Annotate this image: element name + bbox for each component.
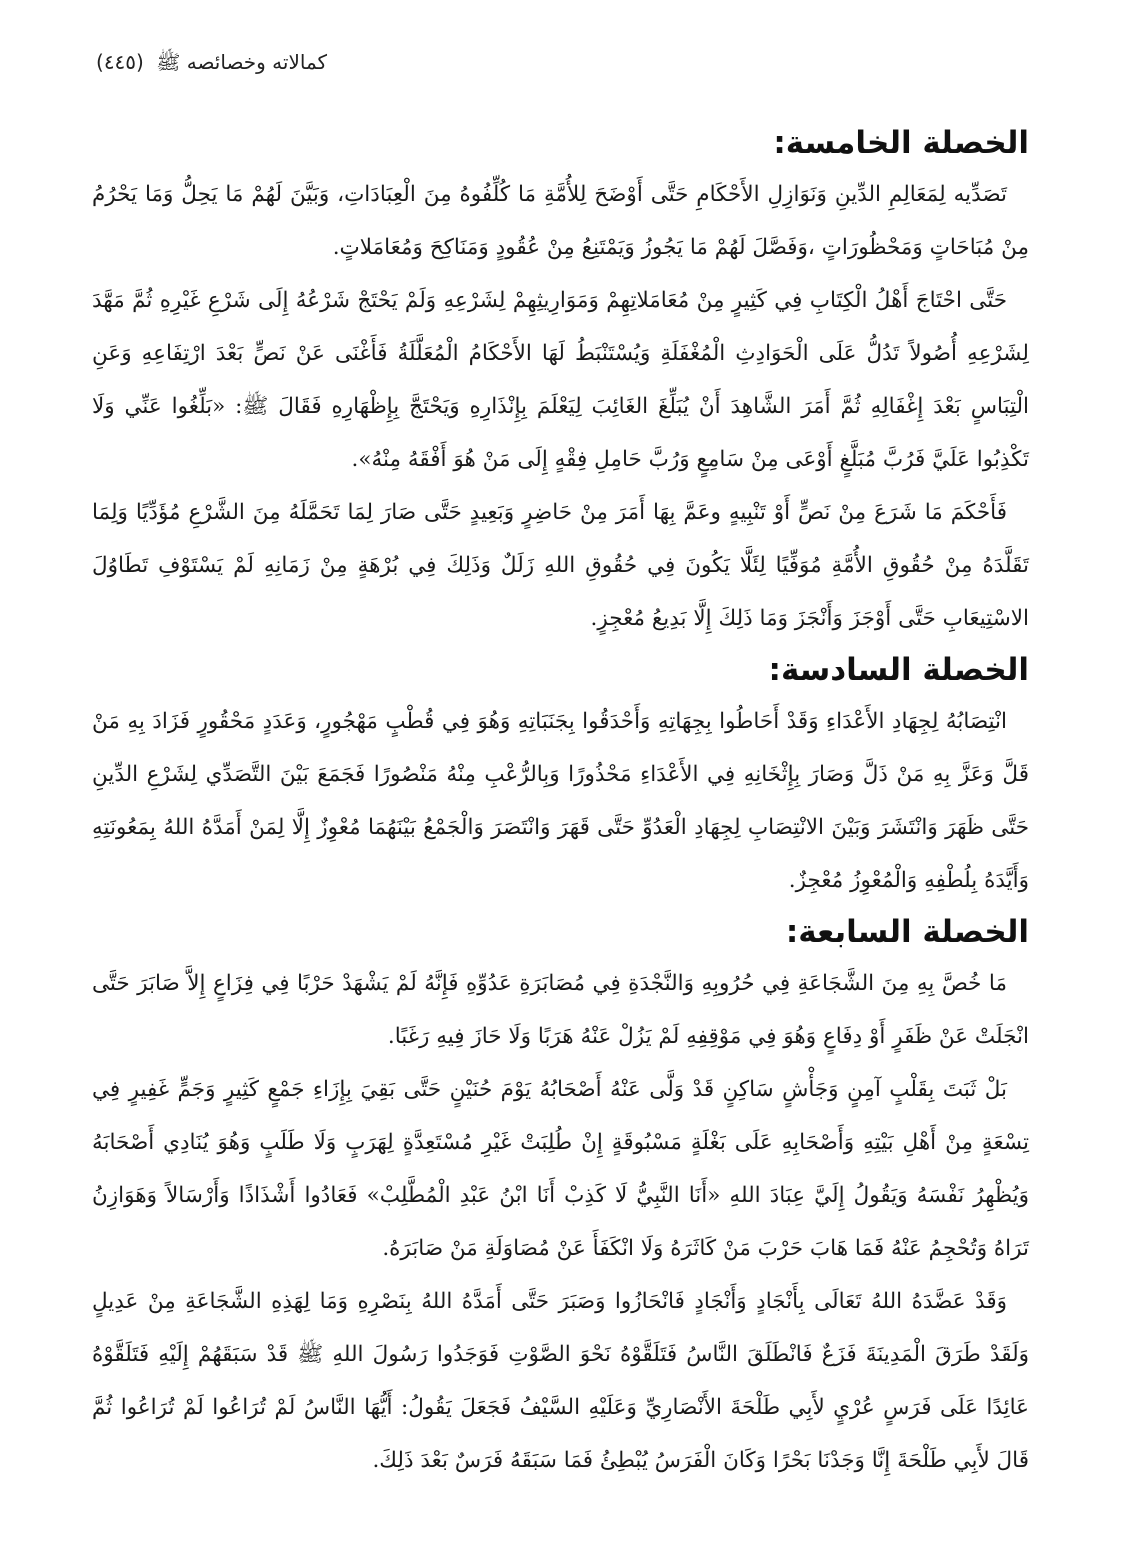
body-text [92, 118, 1029, 1487]
paragraph: انْتِصَابُهُ لِجِهَادِ الأَعْدَاءِ وَقَدْ أَحَاطُوا بِجِهَاتِهِ وَأَحْدَقُوا بِجَنَبَاتِهِ وَهُوَ فِي قُطْبٍ مَهْجُورٍ، وَعَدَدٍ مَحْقُورٍ فَزَادَ بِهِ مَنْ قَلَّ وَعَزَّ بِهِ مَنْ ذَلَّ وَصَارَ بِإِثْخَانِهِ فِي الأَعْدَاءِ مَحْذُورًا وَبِالرُّعْبِ مِنْهُ مَنْصُورًا فَجَمَعَ بَيْنَ التَّصَدِّي لِشَرْعِ الدِّينِ حَتَّى ظَهَرَ وَانْتَشَرَ وَبَيْنَ الانْتِصَابِ لِجِهَادِ الْعَدُوِّ حَتَّى قَهَرَ وَانْتَصَرَ وَالْجَمْعُ بَيْنَهُمَا مُعْوِزٌ إِلَّا لِمَنْ أَمَدَّهُ اللهُ بِمَعُونَتِهِ وَأَيَّدَهُ بِلُطْفِهِ وَالْمُعْوِزُ مُعْجِزٌ. [92, 709, 1029, 893]
section-sixth-trait [92, 645, 1029, 907]
section-seventh-trait [92, 907, 1029, 1487]
paragraph: فَأَحْكَمَ مَا شَرَعَ مِنْ نَصٍّ أَوْ تَنْبِيهٍ وعَمَّ بِهَا أَمَرَ مِنْ حَاضِرٍ وَبَعِيدٍ حَتَّى صَارَ لِمَا تَحَمَّلَهُ مِنَ الشَّرْعِ مُؤَدِّيًا وَلِمَا تَقَلَّدَهُ مِنْ حُقُوقِ الأُمَّةِ مُوَفِّيًا لِئَلَّا يَكُونَ فِي حُقُوقِ اللهِ زَلَلٌ وَذَلِكَ فِي بُرْهَةٍ مِنْ زَمَانِهِ لَمْ يَسْتَوْفِ تَطَاوُلَ الاسْتِيعَابِ حَتَّى أَوْجَزَ وَأَنْجَزَ وَمَا ذَلِكَ إِلَّا بَدِيعُ مُعْجِزٍ. [92, 500, 1029, 631]
paragraph: تَصَدِّيه لِمَعَالِمِ الدِّينِ وَنَوَازِلِ الأَحْكَامِ حَتَّى أَوْضَحَ لِلأُمَّةِ مَا كُلِّفُوهُ مِنَ الْعِبَادَاتِ، وَبَيَّنَ لَهُمْ مَا يَحِلُّ وَمَا يَحْرُمُ مِنْ مُبَاحَاتٍ وَمَحْظُورَاتٍ ،وَفَصَّلَ لَهُمْ مَا يَجُوزُ وَيَمْتَنِعُ مِنْ عُقُودٍ وَمَنَاكِحَ وَمُعَامَلاتٍ. [92, 182, 1029, 260]
paragraph: بَلْ ثَبَتَ بِقَلْبٍ آمِنٍ وَجَأْشٍ سَاكِنٍ قَدْ وَلَّى عَنْهُ أَصْحَابُهُ يَوْمَ حُنَيْنٍ حَتَّى بَقِيَ بِإِزَاءِ جَمْعٍ كَثِيرٍ وَجَمٍّ غَفِيرٍ فِي تِسْعَةٍ مِنْ أَهْلِ بَيْتِهِ وَأَصْحَابِهِ عَلَى بَغْلَةٍ مَسْبُوقَةٍ إِنْ طُلِبَتْ غَيْرِ مُسْتَعِدَّةٍ لِهَرَبٍ وَلَا طَلَبٍ وَهُوَ يُنَادِي أَصْحَابَهُ وَيُظْهِرُ نَفْسَهُ وَيَقُولُ إِلَيَّ عِبَادَ اللهِ «أَنَا النَّبِيُّ لَا كَذِبْ أَنَا ابْنُ عَبْدِ الْمُطَّلِبْ» فَعَادُوا أَشْذَاذًا وَأَرْسَالاً وَهَوَازِنُ تَرَاهُ وَتُحْجِمُ عَنْهُ فَمَا هَابَ حَرْبَ مَنْ كَاثَرَهُ وَلَا انْكَفَأَ عَنْ مُصَاوَلَةِ مَنْ صَابَرَهُ. [92, 1077, 1029, 1261]
section-heading: الخصلة الخامسة: [773, 125, 1029, 161]
running-header [96, 50, 327, 79]
paragraph: حَتَّى احْتَاجَ أَهْلُ الْكِتَابِ فِي كَثِيرٍ مِنْ مُعَامَلاتِهِمْ وَمَوَارِيثِهِمْ لِشَرْعِهِ وَلَمْ يَحْتَجْ شَرْعُهُ إِلَى شَرْعِ غَيْرِهِ ثُمَّ مَهَّدَ لِشَرْعِهِ أُصُولاً تَدُلُّ عَلَى الْحَوَادِثِ الْمُغْفَلَةِ وَيُسْتَنْبَطُ لَهَا الأَحْكَامُ الْمُعَلَّلَةُ فَأَغْنَى عَنْ نَصٍّ بَعْدَ ارْتِفَاعِهِ وَعَنِ الْتِبَاسٍ بَعْدَ إِغْفَالِهِ ثُمَّ أَمَرَ الشَّاهِدَ أَنْ يُبَلِّغَ الغَائِبَ لِيَعْلَمَ بِإِنْذَارِهِ وَيَحْتَجَّ بِإِظْهَارِهِ فَقَالَ ﷺ: «بَلِّغُوا عَنِّي وَلَا تَكْذِبُوا عَلَيَّ فَرُبَّ مُبَلَّغٍ أَوْعَى مِنْ سَامِعٍ وَرُبَّ حَامِلِ فِقْهٍ إِلَى مَنْ هُوَ أَفْقَهُ مِنْهُ». [92, 288, 1029, 472]
page-number: (٤٤٥) [96, 50, 144, 74]
header-title: كمالاته وخصائصه ﷺ [156, 50, 328, 74]
paragraph: مَا خُصَّ بِهِ مِنَ الشَّجَاعَةِ فِي حُرُوبِهِ وَالنَّجْدَةِ فِي مُصَابَرَةِ عَدُوِّهِ فَإِنَّهُ لَمْ يَشْهَدْ حَرْبًا فِي فِزَاعٍ إِلاَّ صَابَرَ حَتَّى انْجَلَتْ عَنْ ظَفَرٍ أَوْ دِفَاعٍ وَهُوَ فِي مَوْقِفِهِ لَمْ يَزُلْ عَنْهُ هَرَبًا وَلَا حَازَ فِيهِ رَغَبًا. [92, 971, 1029, 1049]
paragraph: وَقَدْ عَضَّدَهُ اللهُ تَعَالَى بِأَنْجَادٍ وَأَنْجَادٍ فَانْحَازُوا وَصَبَرَ حَتَّى أَمَدَّهُ اللهُ بِنَصْرِهِ وَمَا لِهَذِهِ الشَّجَاعَةِ مِنْ عَدِيلٍ وَلَقَدْ طَرَقَ الْمَدِينَةَ فَزَعٌ فَانْطَلَقَ النَّاسُ فَتَلَقَّوْهُ نَحْوَ الصَّوْتِ فَوَجَدُوا رَسُولَ اللهِ ﷺ قَدْ سَبَقَهُمْ إِلَيْهِ فَتَلَقَّوْهُ عَائِدًا عَلَى فَرَسٍ عُرْيٍ لأَبِي طَلْحَةَ الأَنْصَارِيِّ وَعَلَيْهِ السَّيْفُ فَجَعَلَ يَقُولُ: أَيُّهَا النَّاسُ لَمْ تُرَاعُوا لَمْ تُرَاعُوا ثُمَّ قَالَ لأَبِي طَلْحَةَ إِنَّا وَجَدْنَا بَحْرًا وَكَانَ الْفَرَسُ يُبْطِئُ فَمَا سَبَقَهُ فَرَسٌ بَعْدَ ذَلِكَ. [92, 1289, 1029, 1473]
section-heading: الخصلة السابعة: [785, 914, 1029, 950]
section-fifth-trait [92, 118, 1029, 645]
section-heading: الخصلة السادسة: [768, 652, 1029, 688]
